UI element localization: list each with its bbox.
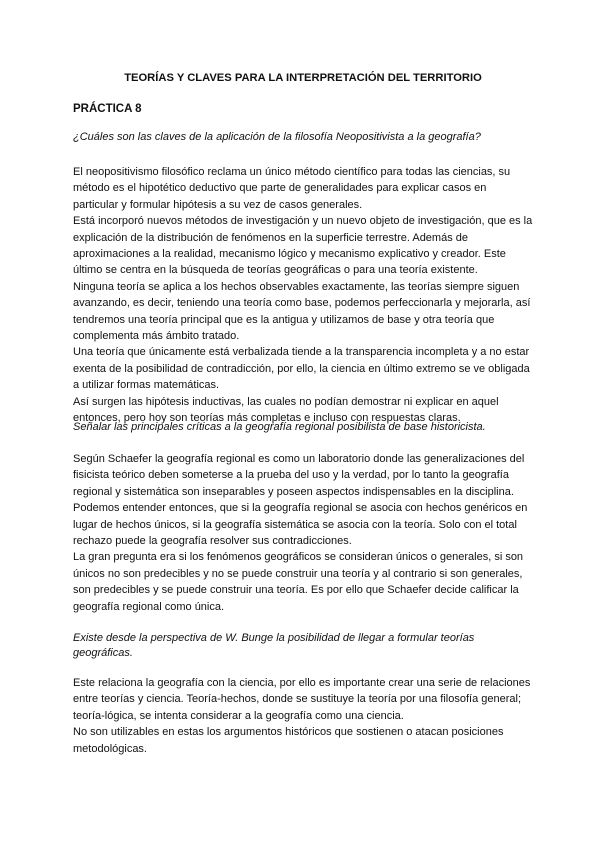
answer-2-paragraph: Según Schaefer la geografía regional es como un laboratorio donde las generalizaciones del fisicista teórico deben someterse a la prueba del uso y la verdad, por lo tanto la geografía regional y sistemática son inseparables y poseen aspectos indispensables en la disciplina. <box>73 453 525 498</box>
answer-3 <box>73 675 533 757</box>
answer-2-paragraph: Podemos entender entonces, que si la geografía regional se asocia con hechos genéricos en lugar de hechos únicos, si la geografía sistemática se asocia con la teoría. Solo con el total rechazo puede la geografía resolver sus contradicciones. <box>73 502 528 548</box>
answer-2 <box>73 451 533 615</box>
answer-1-paragraph: Una teoría que únicamente está verbalizada tiende a la transparencia incompleta y a no estar exenta de la posibilidad de contradicción, por ello, la ciencia en último extremo se ve obligada a utilizar formas matemáticas. <box>73 346 530 392</box>
question-3: Existe desde la perspectiva de W. Bunge la posibilidad de llegar a formular teorías geográficas. <box>73 632 475 659</box>
answer-2-paragraph: La gran pregunta era si los fenómenos geográficos se consideran únicos o generales, si son únicos no son predecibles y no se puede construir una teoría y al contrario si son generales, son predecibles y se puede construir una teoría. Es por ello que Schaefer decide calificar la geografía regional como única. <box>73 551 524 613</box>
answer-1-paragraph: El neopositivismo filosófico reclama un único método científico para todas las ciencias, su método es el hipotético deductivo que parte de generalidades para explicar casos en particular y formular hipótesis a su vez de casos generales. <box>73 166 511 211</box>
answer-1-paragraph: Ninguna teoría se aplica a los hechos observables exactamente, las teorías siempre siguen avanzando, es decir, teniendo una teoría como base, podemos perfeccionarla y mejorarla, así tendremos una teoría principal que es la antigua y utilizamos de base y otra teoría que complementa más ámbito tratado. <box>73 280 531 343</box>
answer-3-paragraph: Este relaciona la geografía con la ciencia, por ello es importante crear una serie de relaciones entre teorías y ciencia. Teoría-hechos, donde se sustituye la teoría por una filosofía general; teoría-lógica, se intenta considerar a la geografía como una ciencia. <box>73 677 531 722</box>
answer-1-paragraph: Está incorporó nuevos métodos de investigación y un nuevo objeto de investigación, que es la explicación de la distribución de fenómenos en la superficie terrestre. Además de aproximaciones a la realidad, mecanismo lógico y mecanismo explicativo y creador. Este último se centra en la búsqueda de teorías geográficas o para una teoría existente. <box>73 215 533 277</box>
practice-heading: PRÁCTICA 8 <box>73 103 142 115</box>
answer-1-paragraph: Así surgen las hipótesis inductivas, las cuales no podían demostrar ni explicar en aquel entonces, pero hoy son teorías más completas e incluso con respuestas claras. <box>73 395 499 425</box>
question-1: ¿Cuáles son las claves de la aplicación de la filosofía Neopositivista a la geografía? <box>73 131 481 143</box>
document-title: TEORÍAS Y CLAVES PARA LA INTERPRETACIÓN DEL TERRITORIO <box>124 72 482 84</box>
answer-1 <box>73 164 533 427</box>
question-2: Señalar las principales críticas a la geografía regional posibilista de base historicista. <box>73 421 486 433</box>
answer-3-paragraph: No son utilizables en estas los argumentos históricos que sostienen o atacan posiciones metodológicas. <box>73 726 504 755</box>
